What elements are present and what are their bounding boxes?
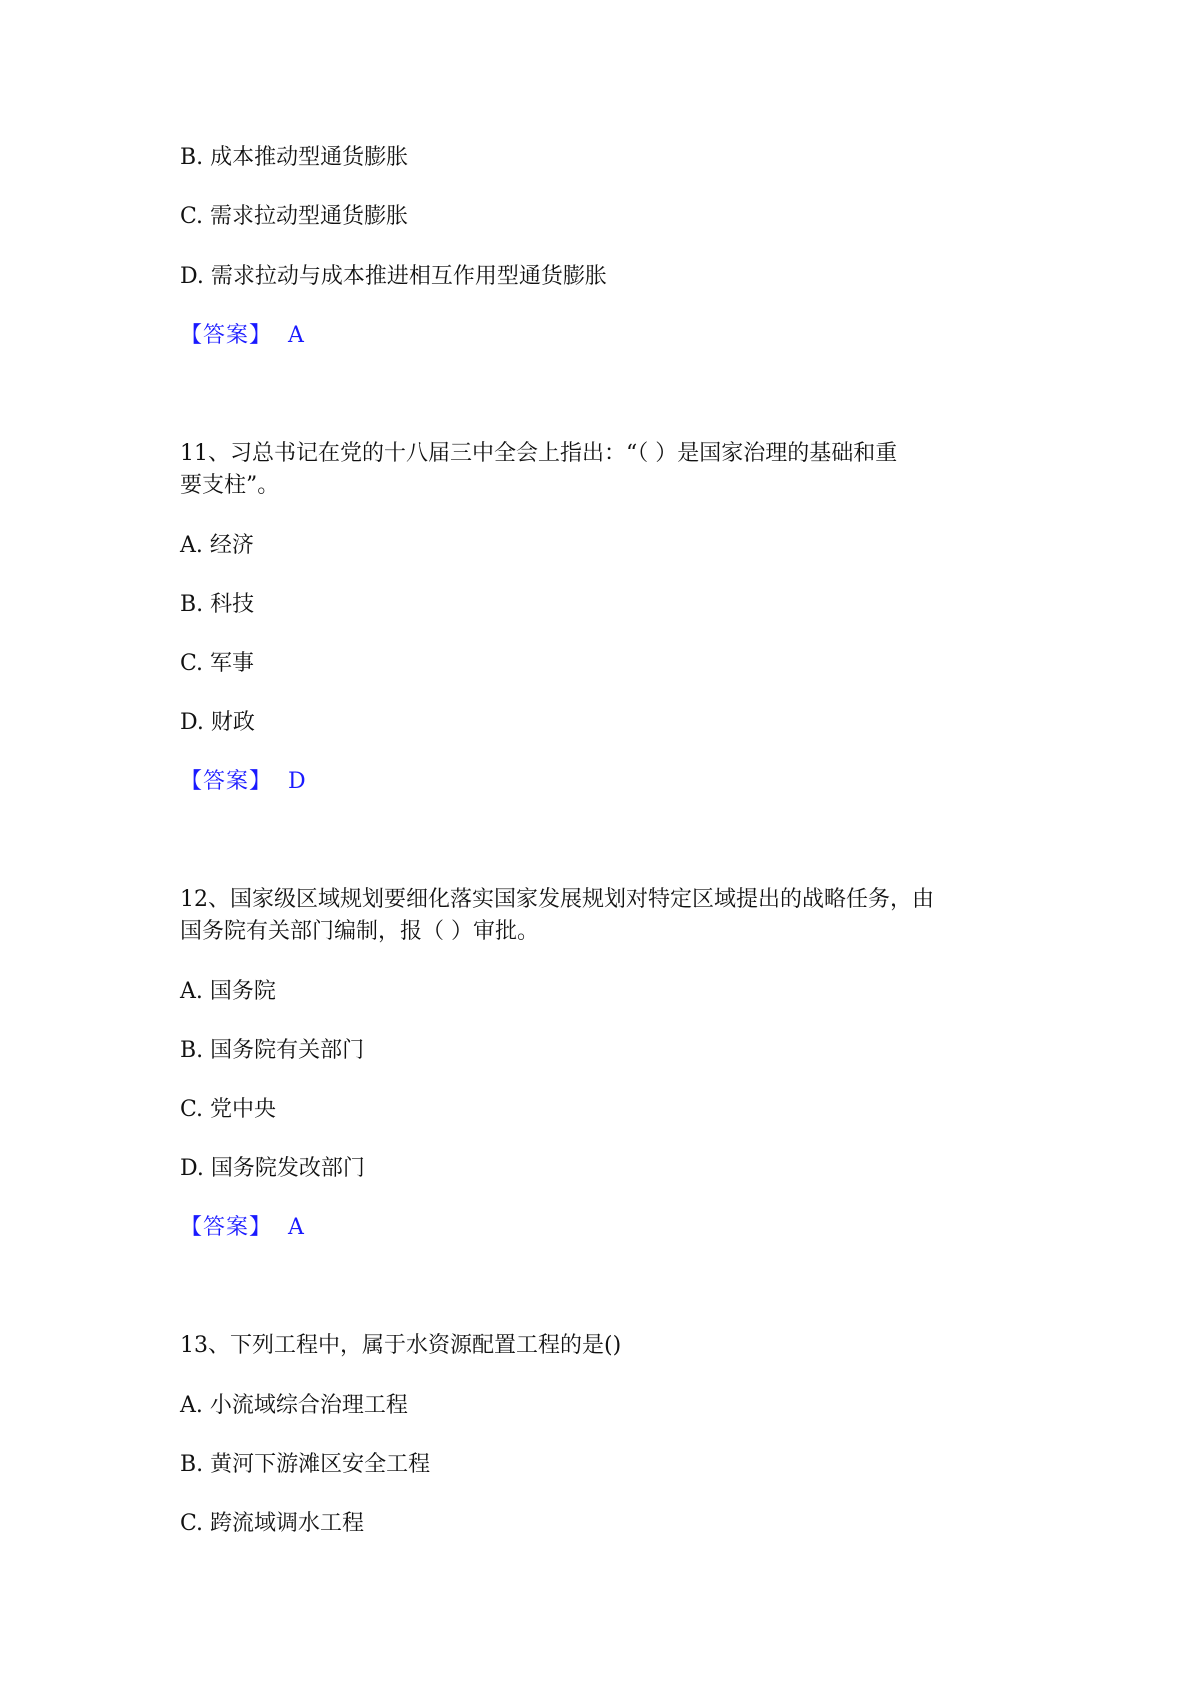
- q13-option-b: B. 黄河下游滩区安全工程: [180, 1452, 431, 1477]
- answer-value: A: [288, 323, 304, 348]
- q11-answer: [180, 766, 306, 798]
- q10-option-b: B. 成本推动型通货膨胀: [180, 145, 409, 170]
- q12-option-d: D. 国务院发改部门: [180, 1156, 365, 1181]
- q11-option-a: A. 经济: [180, 533, 254, 558]
- q10-option-d: D. 需求拉动与成本推进相互作用型通货膨胀: [180, 264, 607, 289]
- answer-label: 【答案】: [180, 323, 273, 348]
- q11-stem-line-2: 要支柱”。: [180, 473, 280, 498]
- q12-option-a: A. 国务院: [180, 979, 276, 1004]
- q13-stem-line-1: 13、下列工程中，属于水资源配置工程的是(): [180, 1333, 622, 1358]
- answer-value: D: [288, 769, 306, 794]
- q10-answer: [180, 320, 304, 352]
- q12-stem-line-2: 国务院有关部门编制，报（ ）审批。: [180, 919, 539, 944]
- q11-option-d: D. 财政: [180, 710, 255, 735]
- q13-option-c: C. 跨流域调水工程: [180, 1511, 365, 1536]
- q11-option-b: B. 科技: [180, 592, 255, 617]
- q12-stem-line-1: 12、国家级区域规划要细化落实国家发展规划对特定区域提出的战略任务，由: [180, 887, 934, 912]
- q11-option-c: C. 军事: [180, 651, 255, 676]
- answer-value: A: [288, 1215, 304, 1240]
- q12-option-b: B. 国务院有关部门: [180, 1038, 365, 1063]
- q13-option-a: A. 小流域综合治理工程: [180, 1393, 408, 1418]
- answer-label: 【答案】: [180, 769, 273, 794]
- q12-option-c: C. 党中央: [180, 1097, 277, 1122]
- q10-option-c: C. 需求拉动型通货膨胀: [180, 204, 409, 229]
- answer-label: 【答案】: [180, 1215, 273, 1240]
- q12-answer: [180, 1212, 304, 1244]
- q11-stem-line-1: 11、习总书记在党的十八届三中全会上指出：“（ ）是国家治理的基础和重: [180, 441, 898, 466]
